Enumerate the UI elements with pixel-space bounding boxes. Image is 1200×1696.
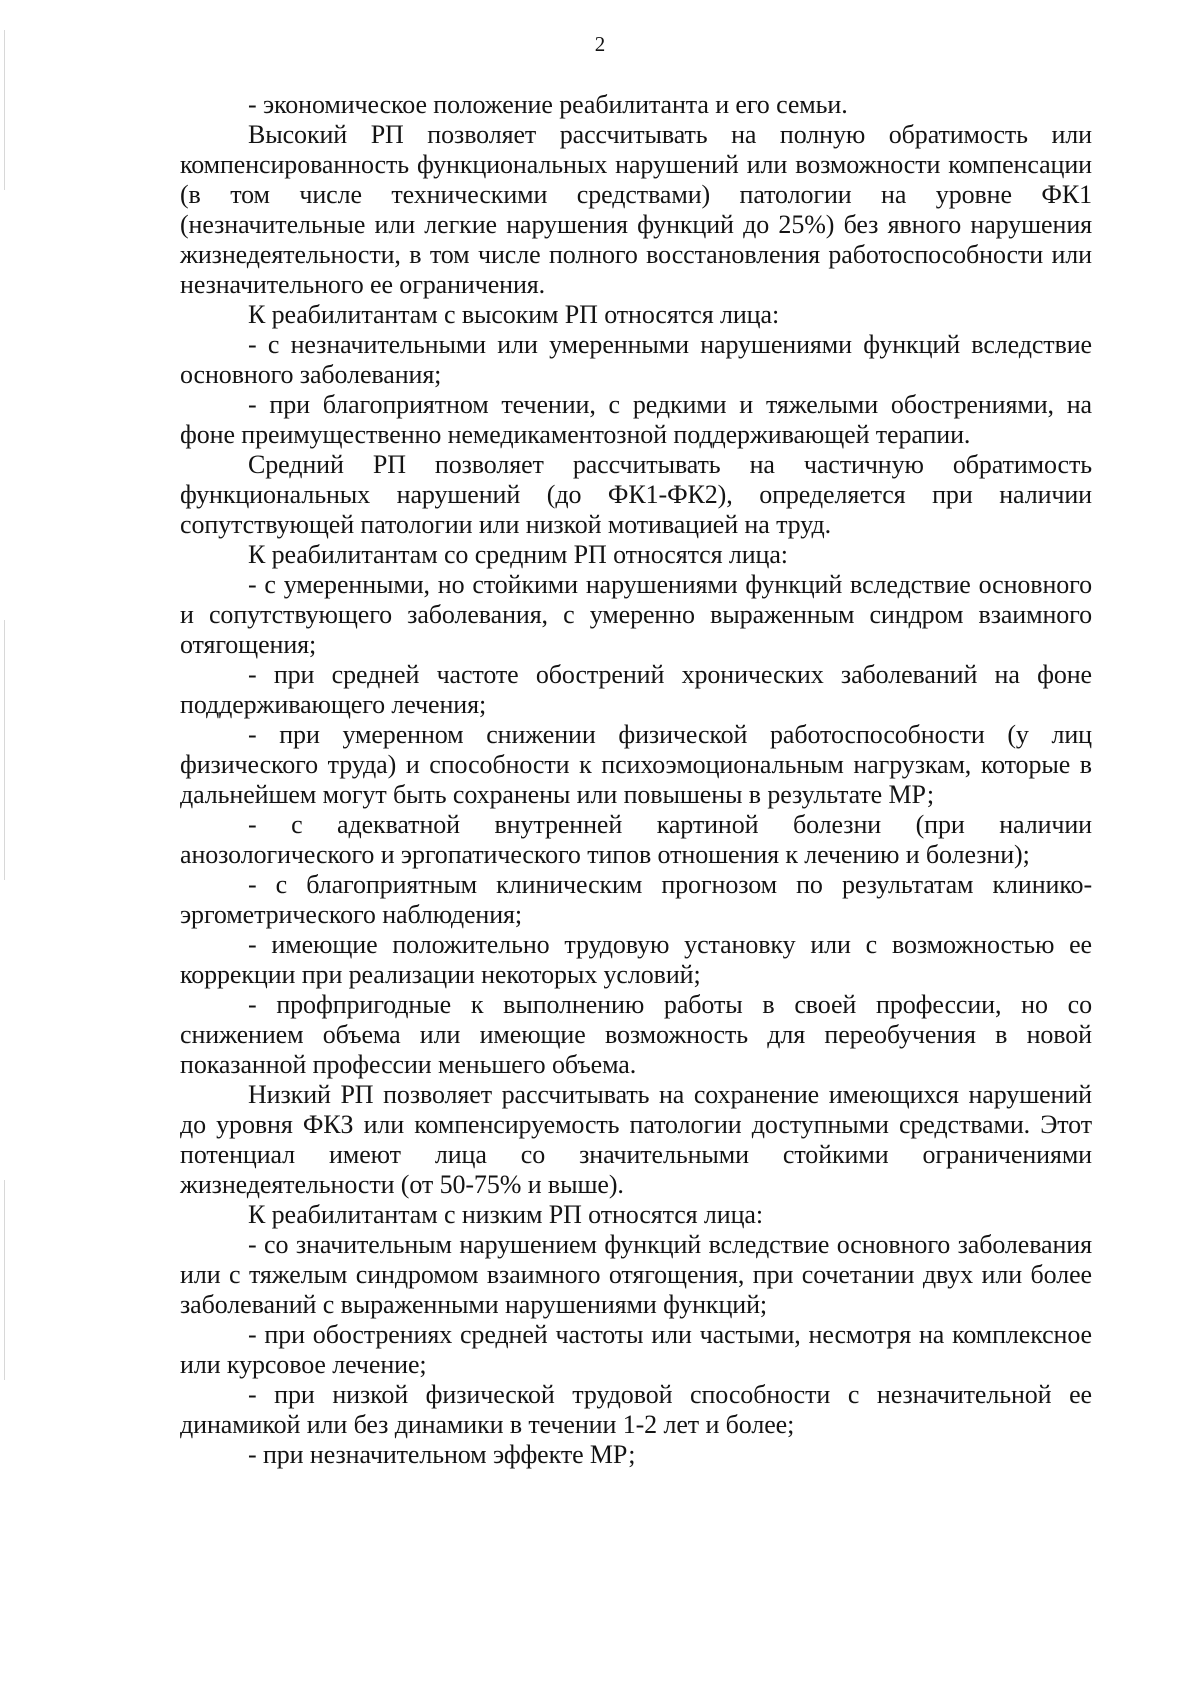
document-body	[180, 90, 1092, 1470]
paragraph: Низкий РП позволяет рассчитывать на сохранение имеющихся нарушений до уровня ФКЗ или компенсируемость патологии доступными средствами. Этот потенциал имеют лица со значительными стойкими ограничениями жизнедеятельности (от 50-75% и выше).	[180, 1080, 1092, 1199]
paragraph: - экономическое положение реабилитанта и его семьи.	[248, 90, 848, 119]
paragraph: Высокий РП позволяет рассчитывать на полную обратимость или компенсированность функциональных нарушений или возможности компенсации (в том числе техническими средствами) патологии на уровне ФК1 (незначительные или легкие нарушения функций до 25%) без явного нарушения жизнедеятельности, в том числе полного восстановления работоспособности или незначительного ее ограничения.	[180, 120, 1092, 299]
paragraph: - с незначительными или умеренными нарушениями функций вследствие основного заболевания;	[180, 330, 1092, 389]
scan-edge-mark	[4, 620, 5, 880]
paragraph: - с благоприятным клиническим прогнозом по результатам клинико-эргометрического наблюдения;	[180, 870, 1092, 929]
paragraph: - со значительным нарушением функций вследствие основного заболевания или с тяжелым синдромом взаимного отягощения, при сочетании двух или более заболеваний с выраженными нарушениями функций;	[180, 1230, 1092, 1319]
paragraph: К реабилитантам с высоким РП относятся лица:	[248, 300, 780, 329]
paragraph: К реабилитантам со средним РП относятся лица:	[248, 540, 788, 569]
page-number: 2	[594, 32, 606, 56]
paragraph: - с умеренными, но стойкими нарушениями функций вследствие основного и сопутствующего заболевания, с умеренно выраженным синдром взаимного отягощения;	[180, 570, 1092, 659]
paragraph: - при обострениях средней частоты или частыми, несмотря на комплексное или курсовое лечение;	[180, 1320, 1092, 1379]
paragraph: - при умеренном снижении физической работоспособности (у лиц физического труда) и способности к психоэмоциональным нагрузкам, которые в дальнейшем могут быть сохранены или повышены в результате МР;	[180, 720, 1092, 809]
paragraph: К реабилитантам с низким РП относятся лица:	[248, 1200, 763, 1229]
paragraph: - профпригодные к выполнению работы в своей профессии, но со снижением объема или имеющие возможность для переобучения в новой показанной профессии меньшего объема.	[180, 990, 1092, 1079]
paragraph: - при благоприятном течении, с редкими и тяжелыми обострениями, на фоне преимущественно немедикаментозной поддерживающей терапии.	[180, 390, 1092, 449]
paragraph: - с адекватной внутренней картиной болезни (при наличии анозологического и эргопатического типов отношения к лечению и болезни);	[180, 810, 1092, 869]
paragraph: - при средней частоте обострений хронических заболеваний на фоне поддерживающего лечения;	[180, 660, 1092, 719]
paragraph: Средний РП позволяет рассчитывать на частичную обратимость функциональных нарушений (до ФК1-ФК2), определяется при наличии сопутствующей патологии или низкой мотивацией на труд.	[180, 450, 1092, 539]
scan-edge-mark	[4, 1180, 5, 1380]
paragraph: - имеющие положительно трудовую установку или с возможностью ее коррекции при реализации некоторых условий;	[180, 930, 1092, 989]
paragraph: - при незначительном эффекте МР;	[248, 1440, 636, 1469]
paragraph: - при низкой физической трудовой способности с незначительной ее динамикой или без динамики в течении 1-2 лет и более;	[180, 1380, 1092, 1439]
